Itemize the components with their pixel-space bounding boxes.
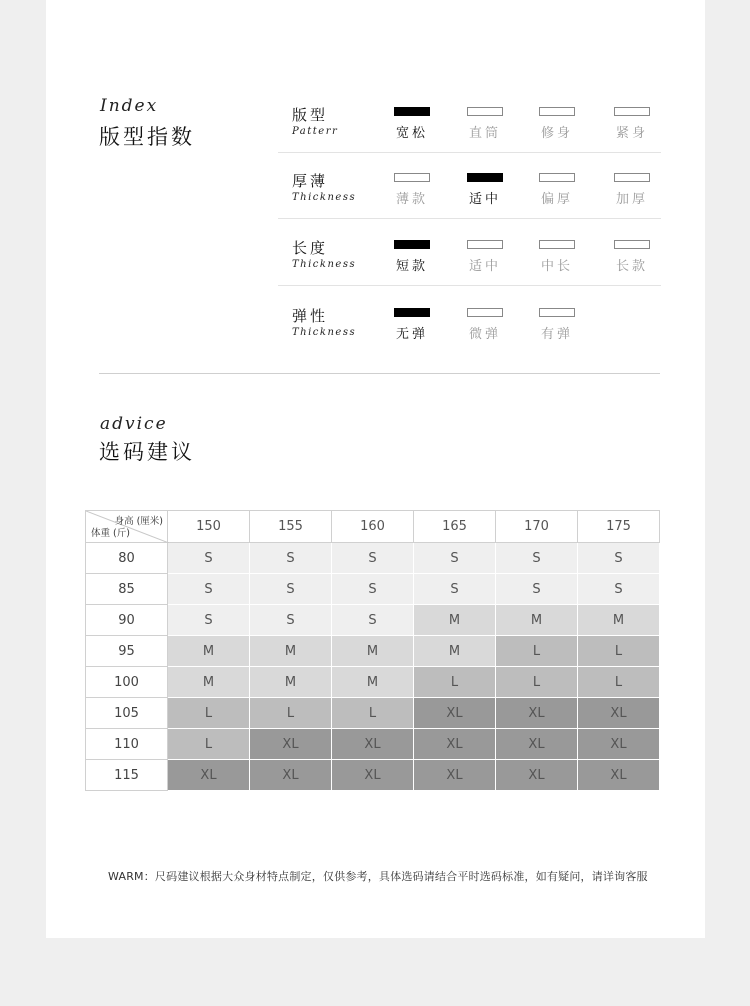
- row-divider: [278, 285, 661, 286]
- size-chart-table: [85, 510, 660, 791]
- table-row: [86, 636, 660, 667]
- size-table-header-row: [86, 511, 660, 543]
- size-cell: M: [496, 605, 578, 636]
- size-cell: S: [332, 605, 414, 636]
- option-indicator: [614, 240, 650, 249]
- option-label: 加厚: [615, 192, 648, 207]
- table-row: [86, 543, 660, 574]
- option-label: 宽松: [395, 126, 428, 141]
- weight-cell: 105: [86, 698, 168, 729]
- height-header-cell: 155: [250, 511, 332, 543]
- row-divider: [278, 218, 661, 219]
- weight-cell: 100: [86, 667, 168, 698]
- option-label: 薄款: [395, 192, 428, 207]
- option-indicator: [614, 173, 650, 182]
- option-indicator: [614, 107, 650, 116]
- size-cell: L: [578, 636, 660, 667]
- size-cell: S: [332, 574, 414, 605]
- weight-cell: 110: [86, 729, 168, 760]
- option-label: 适中: [468, 259, 501, 274]
- size-cell: XL: [496, 729, 578, 760]
- height-header-cell: 175: [578, 511, 660, 543]
- table-row: [86, 667, 660, 698]
- section-divider: [99, 373, 660, 374]
- size-cell: XL: [578, 698, 660, 729]
- option-label: 长款: [615, 259, 648, 274]
- index-title-cn: 版型指数: [99, 125, 195, 149]
- size-cell: M: [578, 605, 660, 636]
- size-cell: L: [578, 667, 660, 698]
- size-cell: M: [414, 605, 496, 636]
- table-row: [86, 574, 660, 605]
- size-cell: L: [332, 698, 414, 729]
- size-cell: M: [250, 636, 332, 667]
- index-row-label: 厚薄: [292, 172, 329, 190]
- table-row: [86, 760, 660, 791]
- size-cell: M: [332, 667, 414, 698]
- size-cell: L: [496, 667, 578, 698]
- size-cell: L: [168, 729, 250, 760]
- index-title-en: Index: [100, 96, 159, 116]
- size-cell: S: [168, 605, 250, 636]
- size-cell: S: [250, 543, 332, 574]
- size-cell: L: [496, 636, 578, 667]
- option-indicator: [539, 240, 575, 249]
- option-indicator: [467, 240, 503, 249]
- weight-cell: 90: [86, 605, 168, 636]
- option-indicator: [467, 308, 503, 317]
- row-divider: [278, 152, 661, 153]
- index-row-label: 版型: [292, 106, 329, 124]
- size-cell: XL: [578, 729, 660, 760]
- table-corner: [86, 511, 168, 543]
- option-label: 紧身: [615, 126, 648, 141]
- size-cell: XL: [168, 760, 250, 791]
- option-label: 修身: [540, 126, 573, 141]
- option-label: 微弹: [468, 327, 501, 342]
- size-cell: S: [168, 543, 250, 574]
- option-label: 有弹: [540, 327, 573, 342]
- height-header-cell: 165: [414, 511, 496, 543]
- weight-cell: 115: [86, 760, 168, 791]
- advice-title-cn: 选码建议: [99, 440, 195, 464]
- option-label: 直筒: [468, 126, 501, 141]
- size-cell: L: [414, 667, 496, 698]
- size-cell: XL: [332, 729, 414, 760]
- option-indicator: [394, 173, 430, 182]
- size-cell: XL: [578, 760, 660, 791]
- size-cell: L: [250, 698, 332, 729]
- size-cell: S: [578, 574, 660, 605]
- option-indicator-selected: [394, 107, 430, 116]
- option-indicator: [539, 107, 575, 116]
- size-cell: XL: [250, 760, 332, 791]
- size-cell: M: [332, 636, 414, 667]
- weight-axis-label: 体重 (斤): [91, 528, 130, 539]
- option-indicator-selected: [467, 173, 503, 182]
- height-header-cell: 160: [332, 511, 414, 543]
- index-row-label: 长度: [292, 239, 329, 257]
- size-cell: XL: [414, 729, 496, 760]
- size-cell: S: [414, 543, 496, 574]
- size-cell: S: [414, 574, 496, 605]
- size-cell: XL: [496, 760, 578, 791]
- size-cell: S: [496, 574, 578, 605]
- option-label: 无弹: [395, 327, 428, 342]
- index-row-label: 弹性: [292, 307, 329, 325]
- index-row-label-en: Patterr: [292, 126, 339, 137]
- option-indicator-selected: [394, 240, 430, 249]
- option-label: 适中: [468, 192, 501, 207]
- table-row: [86, 729, 660, 760]
- size-cell: S: [496, 543, 578, 574]
- option-label: 短款: [395, 259, 428, 274]
- option-label: 偏厚: [540, 192, 573, 207]
- size-cell: M: [250, 667, 332, 698]
- table-row: [86, 605, 660, 636]
- size-cell: S: [168, 574, 250, 605]
- warm-note: WARM：尺码建议根据大众身材特点制定，仅供参考，具体选码请结合平时选码标准，如有疑问，请详询客服: [108, 870, 648, 883]
- weight-cell: 95: [86, 636, 168, 667]
- index-row-label-en: Thickness: [292, 192, 357, 203]
- size-cell: M: [168, 667, 250, 698]
- index-row-label-en: Thickness: [292, 259, 357, 270]
- index-row-label-en: Thickness: [292, 327, 357, 338]
- size-cell: XL: [414, 698, 496, 729]
- option-indicator: [467, 107, 503, 116]
- option-indicator: [539, 308, 575, 317]
- size-cell: XL: [414, 760, 496, 791]
- option-label: 中长: [540, 259, 573, 274]
- size-cell: XL: [332, 760, 414, 791]
- size-cell: M: [414, 636, 496, 667]
- option-indicator-selected: [394, 308, 430, 317]
- height-header-cell: 150: [168, 511, 250, 543]
- advice-title-en: advice: [100, 414, 168, 434]
- height-header-cell: 170: [496, 511, 578, 543]
- height-axis-label: 身高 (厘米): [114, 516, 163, 527]
- size-cell: L: [168, 698, 250, 729]
- weight-cell: 85: [86, 574, 168, 605]
- size-cell: S: [250, 574, 332, 605]
- size-cell: XL: [496, 698, 578, 729]
- weight-cell: 80: [86, 543, 168, 574]
- size-cell: S: [250, 605, 332, 636]
- table-row: [86, 698, 660, 729]
- size-cell: XL: [250, 729, 332, 760]
- option-indicator: [539, 173, 575, 182]
- size-cell: M: [168, 636, 250, 667]
- size-cell: S: [578, 543, 660, 574]
- size-cell: S: [332, 543, 414, 574]
